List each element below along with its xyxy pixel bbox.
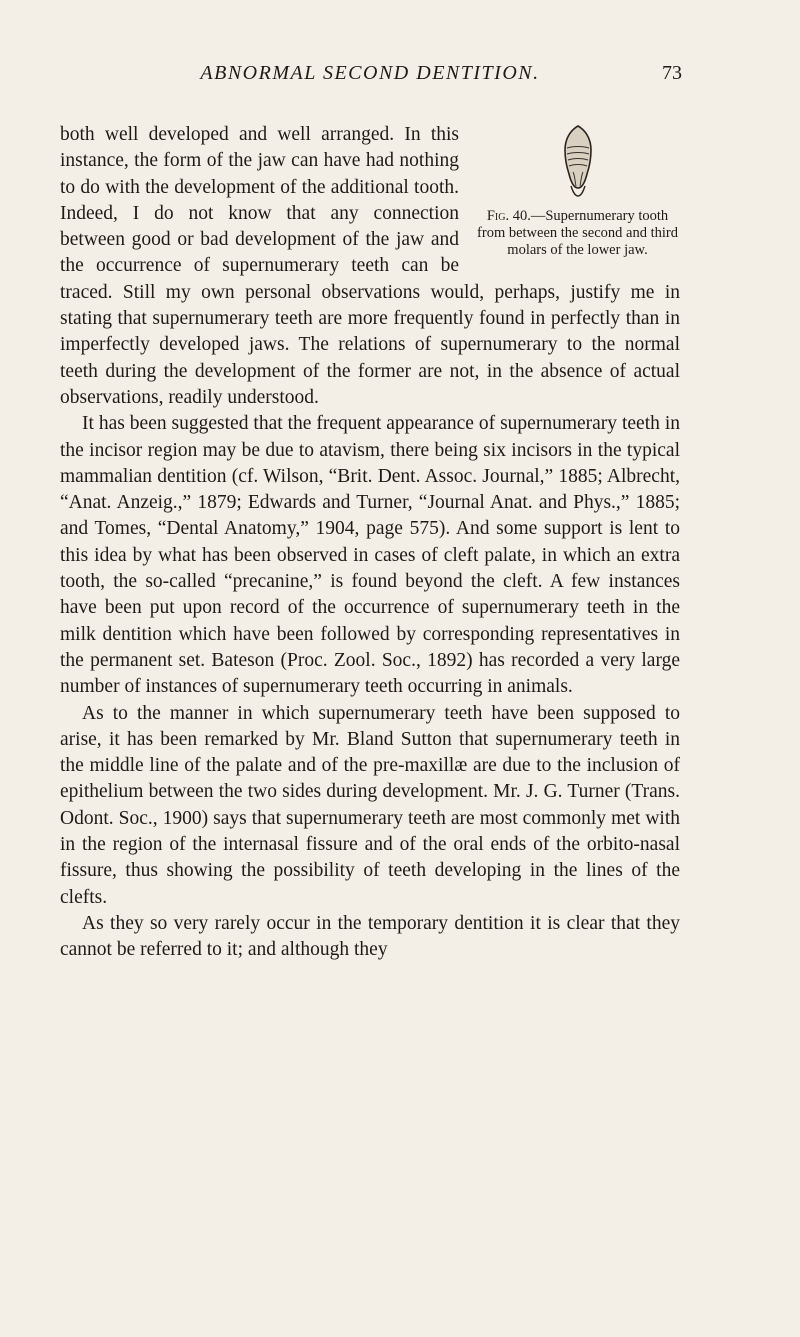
- paragraph: As they so very rarely occur in the temporary dentition it is clear that they cannot be referred to it; and although they: [60, 912, 680, 961]
- tooth-icon: [475, 124, 680, 202]
- figure-40: [475, 124, 680, 259]
- paragraph: As to the manner in which supernumerary teeth have been supposed to arise, it has been remarked by Mr. Bland Sutton that supernumerary teeth in the middle line of the palate and of the pre-maxillæ are due to the inclusion of epithelium between the two sides during development. Mr. J. G. Turner (Trans. Odont. Soc., 1900) says that supernumerary teeth are most commonly met with in the region of the internasal fissure and of the oral ends of the orbito-nasal fissure, thus showing the possibility of teeth developing in the lines of the clefts.: [60, 702, 680, 908]
- figure-label: Fig. 40.: [486, 208, 531, 224]
- body-text: [60, 122, 680, 964]
- paragraph-text: both well developed and well arranged. In this instance, the form of the jaw can have had nothing to do with the development of the additional tooth. Indeed, I do not know that any connection between good or bad development of the jaw and the occurrence of supernumerary teeth can be traced. Still my own personal observations would, perhaps, justify me in stating that supernumerary teeth are more frequently found in perfectly than in imperfectly developed jaws. The relations of supernumerary to the normal teeth during the development of the former are not, in the absence of actual observations, readily understood.: [60, 124, 680, 408]
- figure-caption-text: —Supernumerary tooth from between the second and third molars of the lower jaw.: [477, 208, 678, 258]
- paragraph: It has been suggested that the frequent appearance of supernumerary teeth in the incisor region may be due to atavism, there being six incisors in the typical mammalian dentition (cf. Wilson, “Brit. Dent. Assoc. Journal,” 1885; Albrecht, “Anat. Anzeig.,” 1879; Edwards and Turner, “Journal Anat. and Phys.,” 1885; and Tomes, “Dental Anatomy,” 1904, page 575). And some support is lent to this idea by what has been observed in cases of cleft palate, in which an extra tooth, the so-called “precanine,” is found beyond the cleft. A few instances have been put upon record of the occurrence of supernumerary teeth in the milk dentition which have been followed by corresponding representatives in the permanent set. Bateson (Proc. Zool. Soc., 1892) has recorded a very large number of instances of supernumerary teeth occurring in animals.: [60, 413, 680, 698]
- page-number: 73: [662, 62, 682, 84]
- figure-caption: [475, 208, 680, 259]
- running-title: ABNORMAL SECOND DENTITION.: [200, 62, 540, 84]
- running-head: [60, 62, 680, 92]
- paragraph: [60, 122, 680, 411]
